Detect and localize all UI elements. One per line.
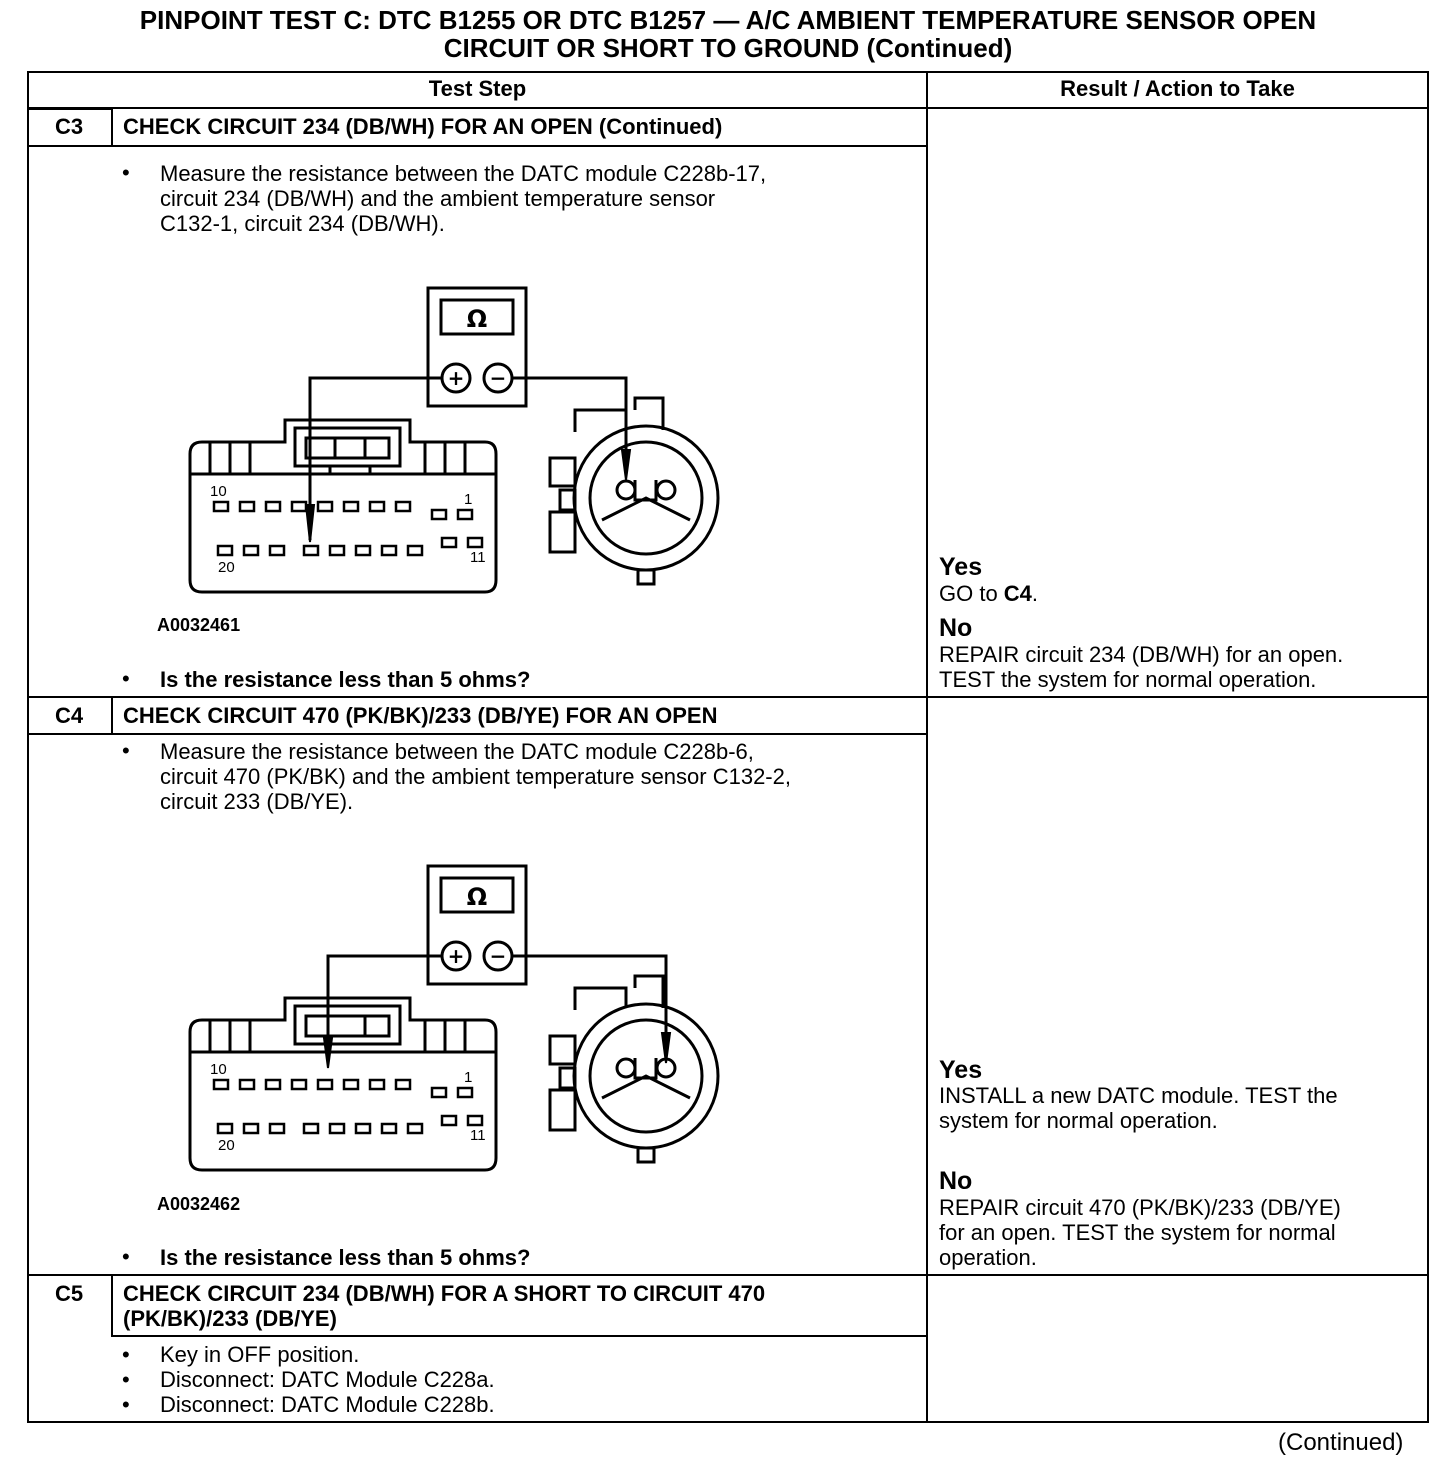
c5-instruction-line-2: Disconnect: DATC Module C228a. — [160, 1367, 495, 1392]
page-title-line-1: PINPOINT TEST C: DTC B1255 OR DTC B1257 — A/C AMBIENT TEMPERATURE SENSOR OPEN — [139, 5, 1317, 35]
c3-title-divider — [111, 145, 927, 147]
c3-question-bullet: • — [122, 666, 130, 691]
c4-step-number: C4 — [54, 703, 84, 728]
header-row-divider — [27, 107, 1429, 109]
c5-stepno-divider — [111, 1275, 113, 1337]
c4-pin-10: 10 — [210, 1061, 227, 1078]
c4-pin-11: 11 — [470, 1127, 486, 1144]
c4-figure-id: A0032462 — [157, 1194, 241, 1214]
c3-yes-action-prefix: GO to — [939, 581, 1004, 606]
c3-yes-action-suffix: . — [1031, 581, 1039, 606]
c3-meter-ohm-symbol: Ω — [466, 305, 488, 333]
c3-pin-20: 20 — [218, 559, 235, 576]
c4-instruction-line-3: circuit 233 (DB/YE). — [160, 789, 354, 814]
c3-no-label: No — [939, 614, 973, 642]
c5-step-title-line-1: CHECK CIRCUIT 234 (DB/WH) FOR A SHORT TO CIRCUIT 470 — [123, 1281, 766, 1306]
c5-title-divider — [111, 1335, 927, 1337]
c3-instruction-line-3: C132-1, circuit 234 (DB/WH). — [160, 211, 445, 236]
c4-row-divider — [27, 696, 1429, 698]
result-header: Result / Action to Take — [1060, 76, 1295, 101]
c3-meter-plus: + — [447, 366, 465, 390]
c4-no-action-line-1: REPAIR circuit 470 (PK/BK)/233 (DB/YE) — [939, 1195, 1341, 1220]
c4-instruction-line-1: Measure the resistance between the DATC module C228b-6, — [160, 739, 754, 764]
c3-meter-minus: − — [489, 366, 507, 390]
c4-pin-20: 20 — [218, 1137, 235, 1154]
c5-instruction-line-3: Disconnect: DATC Module C228b. — [160, 1392, 495, 1417]
c3-wiring-diagram — [180, 280, 740, 600]
c5-bullet-3: • — [122, 1392, 130, 1417]
c4-meter-ohm-symbol: Ω — [466, 883, 488, 911]
c3-instruction-line-1: Measure the resistance between the DATC module C228b-17, — [160, 161, 767, 186]
c4-step-title: CHECK CIRCUIT 470 (PK/BK)/233 (DB/YE) FOR AN OPEN — [123, 703, 718, 728]
c4-yes-action-line-1: INSTALL a new DATC module. TEST the — [939, 1083, 1338, 1108]
c4-no-label: No — [939, 1167, 973, 1195]
c4-instruction-line-2: circuit 470 (PK/BK) and the ambient temperature sensor C132-2, — [160, 764, 791, 789]
test-step-header: Test Step — [428, 76, 527, 101]
c4-no-action-line-3: operation. — [939, 1245, 1037, 1270]
c4-wiring-diagram — [180, 858, 740, 1178]
c3-yes-action-target[interactable]: C4 — [1003, 581, 1032, 606]
c4-question: Is the resistance less than 5 ohms? — [160, 1245, 531, 1270]
c4-title-divider — [27, 733, 927, 735]
c3-stepno-divider — [111, 107, 113, 147]
c4-yes-label: Yes — [939, 1056, 983, 1084]
c3-pin-11: 11 — [470, 549, 486, 566]
c5-bullet-2: • — [122, 1367, 130, 1392]
c5-bullet-1: • — [122, 1342, 130, 1367]
c5-row-divider — [27, 1274, 1429, 1276]
continued-footer: (Continued) — [1278, 1429, 1404, 1456]
c3-yes-action — [939, 581, 1038, 606]
c4-meter-plus: + — [447, 944, 465, 968]
c4-stepno-divider — [111, 697, 113, 735]
c3-no-action-line-1: REPAIR circuit 234 (DB/WH) for an open. — [939, 642, 1344, 667]
c4-pin-1: 1 — [464, 1069, 473, 1086]
c3-step-title: CHECK CIRCUIT 234 (DB/WH) FOR AN OPEN (Continued) — [123, 114, 723, 139]
c4-meter-minus: − — [489, 944, 507, 968]
c4-yes-action-line-2: system for normal operation. — [939, 1108, 1218, 1133]
c4-question-bullet: • — [122, 1244, 130, 1269]
c3-no-action-line-2: TEST the system for normal operation. — [939, 667, 1317, 692]
c3-bullet: • — [122, 160, 130, 185]
c5-step-title-line-2: (PK/BK)/233 (DB/YE) — [123, 1306, 337, 1331]
c3-question: Is the resistance less than 5 ohms? — [160, 667, 531, 692]
c5-instruction-line-1: Key in OFF position. — [160, 1342, 360, 1367]
c3-step-number: C3 — [54, 114, 84, 139]
column-divider — [926, 71, 928, 1423]
c3-instruction-line-2: circuit 234 (DB/WH) and the ambient temperature sensor — [160, 186, 716, 211]
c3-row-divider — [27, 145, 113, 147]
c3-pin-10: 10 — [210, 483, 227, 500]
c3-pin-1: 1 — [464, 491, 473, 508]
c3-figure-id: A0032461 — [157, 615, 241, 635]
page-title-line-2: CIRCUIT OR SHORT TO GROUND (Continued) — [443, 33, 1013, 63]
c3-step-bottom — [27, 108, 112, 110]
c4-no-action-line-2: for an open. TEST the system for normal — [939, 1220, 1336, 1245]
c3-yes-label: Yes — [939, 553, 983, 581]
page-title — [0, 6, 1456, 62]
c5-step-number: C5 — [54, 1281, 84, 1306]
c4-bullet: • — [122, 738, 130, 763]
